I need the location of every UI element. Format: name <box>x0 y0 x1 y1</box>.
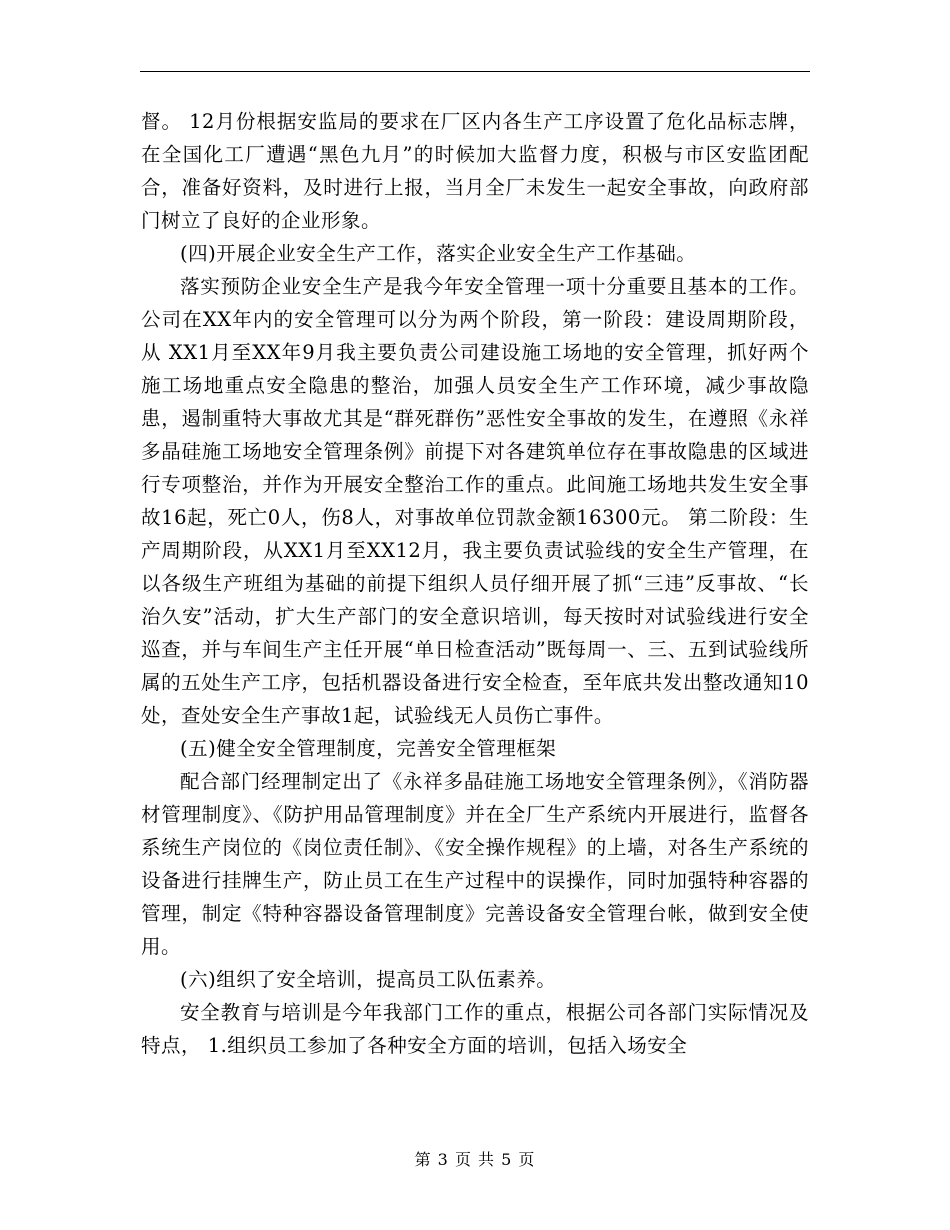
paragraph: 配合部门经理制定出了《永祥多晶硅施工场地安全管理条例》，《消防器材管理制度》、《防护用品管理制度》并在全厂生产系统内开展进行，监督各系统生产岗位的《岗位责任制》、《安全操作规程》的上墙，对各生产系统的设备进行挂牌生产，防止员工在生产过程中的误操作，同时加强特种容器的管理，制定《特种容器设备管理制度》完善设备安全管理台帐，做到安全使用。 <box>141 770 809 958</box>
section-heading: (五)健全安全管理制度，完善安全管理框架 <box>180 737 557 760</box>
header-rule <box>140 71 810 72</box>
paragraph: 落实预防企业安全生产是我今年安全管理一项十分重要且基本的工作。公司在XX年内的安全管理可以分为两个阶段，第一阶段：建设周期阶段，从 XX1月至XX年9月我主要负责公司建设施工场地的安全管理，抓好两个施工场地重点安全隐患的整治，加强人员安全生产工作环境，减少事故隐患，遏制重特大事故尤其是“群死群伤”恶性安全事故的发生，在遵照《永祥多晶硅施工场地安全管理条例》前提下对各建筑单位存在事故隐患的区域进行专项整治，并作为开展安全整治工作的重点。此间施工场地共发生安全事故16起，死亡0人，伤8人，对事故单位罚款金额16300元。 第二阶段：生产周期阶段，从XX1月至XX12月，我主要负责试验线的安全生产管理，在以各级生产班组为基础的前提下组织人员仔细开展了抓“三违”反事故、“长治久安”活动，扩大生产部门的安全意识培训，每天按时对试验线进行安全巡查，并与车间生产主任开展“单日检查活动”既每周一、三、五到试验线所属的五处生产工序，包括机器设备进行安全检查，至年底共发出整改通知10处，查处安全生产事故1起，试验线无人员伤亡事件。 <box>141 275 809 727</box>
paragraph: 安全教育与培训是今年我部门工作的重点，根据公司各部门实际情况及特点， 1.组织员工参加了各种安全方面的培训，包括入场安全 <box>141 1001 809 1057</box>
section-heading: (四)开展企业安全生产工作，落实企业安全生产工作基础。 <box>180 242 697 265</box>
section-heading: (六)组织了安全培训，提高员工队伍素养。 <box>180 968 557 991</box>
paragraph: 督。 12月份根据安监局的要求在厂区内各生产工序设置了危化品标志牌，在全国化工厂遭遇“黑色九月”的时候加大监督力度，积极与市区安监团配合，准备好资料，及时进行上报，当月全厂未发生一起安全事故，向政府部门树立了良好的企业形象。 <box>141 110 809 232</box>
document-body <box>141 105 809 1062</box>
page-number-footer: 第 3 页 共 5 页 <box>414 1150 536 1169</box>
